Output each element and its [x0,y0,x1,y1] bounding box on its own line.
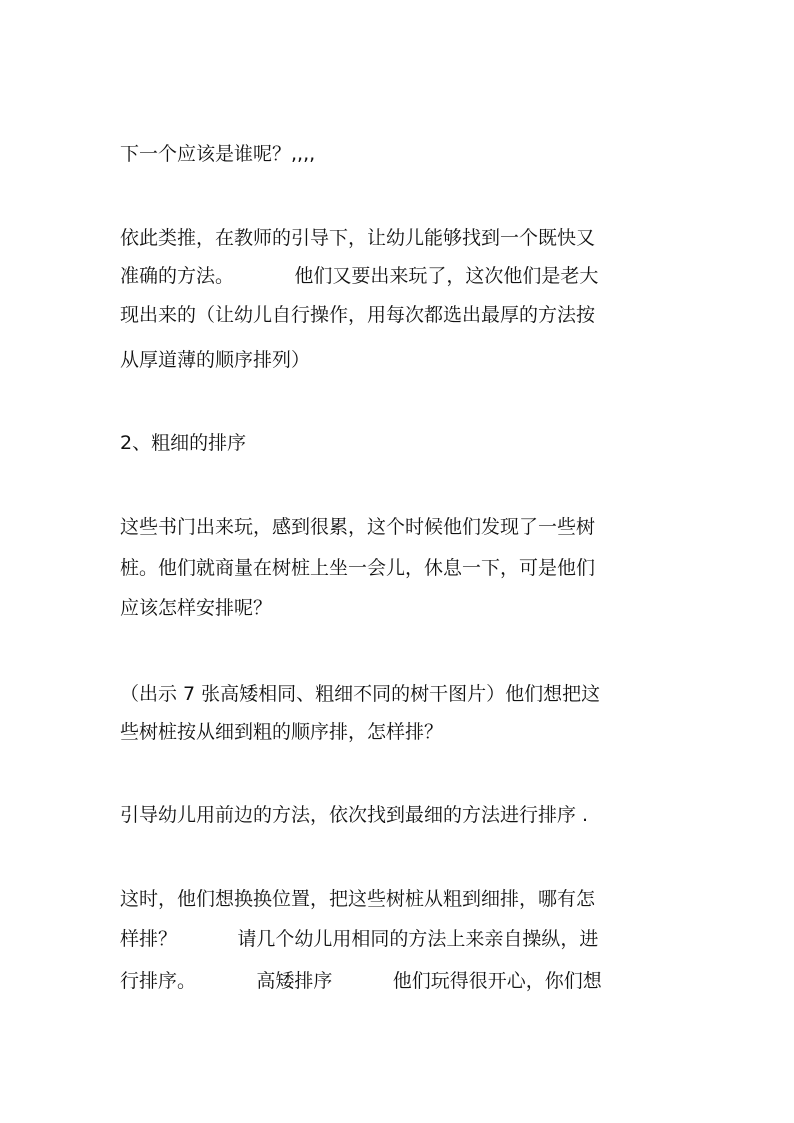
paragraph-line: 桩。他们就商量在树桩上坐一会儿，休息一下，可是他们 [120,557,596,579]
section-heading: 2、粗细的排序 [120,432,247,454]
paragraph-line: 从厚道薄的顺序排列） [120,349,311,371]
paragraph-line: 下一个应该是谁呢？,,,, [120,143,316,165]
paragraph-line: 这时，他们想换换位置，把这些树桩从粗到细排，哪有怎 [120,888,596,910]
paragraph-line: （出示 7 张高矮相同、粗细不同的树干图片）他们想把这 [120,683,601,705]
paragraph-line: 样排？ 请几个幼儿用相同的方法上来亲自操纵，进 [120,928,599,950]
paragraph-line: 依此类推，在教师的引导下，让幼儿能够找到一个既快又 [120,227,596,249]
paragraph-line: 准确的方法。 他们又要出来玩了，这次他们是老大 [120,265,599,287]
paragraph-line: 应该怎样安排呢？ [120,597,273,619]
paragraph-line: 行排序。 高矮排序 他们玩得很开心，你们想 [120,970,602,992]
paragraph-line: 引导幼儿用前边的方法，依次找到最细的方法进行排序 . [120,804,589,826]
paragraph-line: 现出来的（让幼儿自行操作，用每次都选出最厚的方法按 [120,304,596,326]
paragraph-line: 这些书门出来玩，感到很累，这个时候他们发现了一些树 [120,516,596,538]
paragraph-line: 些树桩按从细到粗的顺序排，怎样排？ [120,721,444,743]
